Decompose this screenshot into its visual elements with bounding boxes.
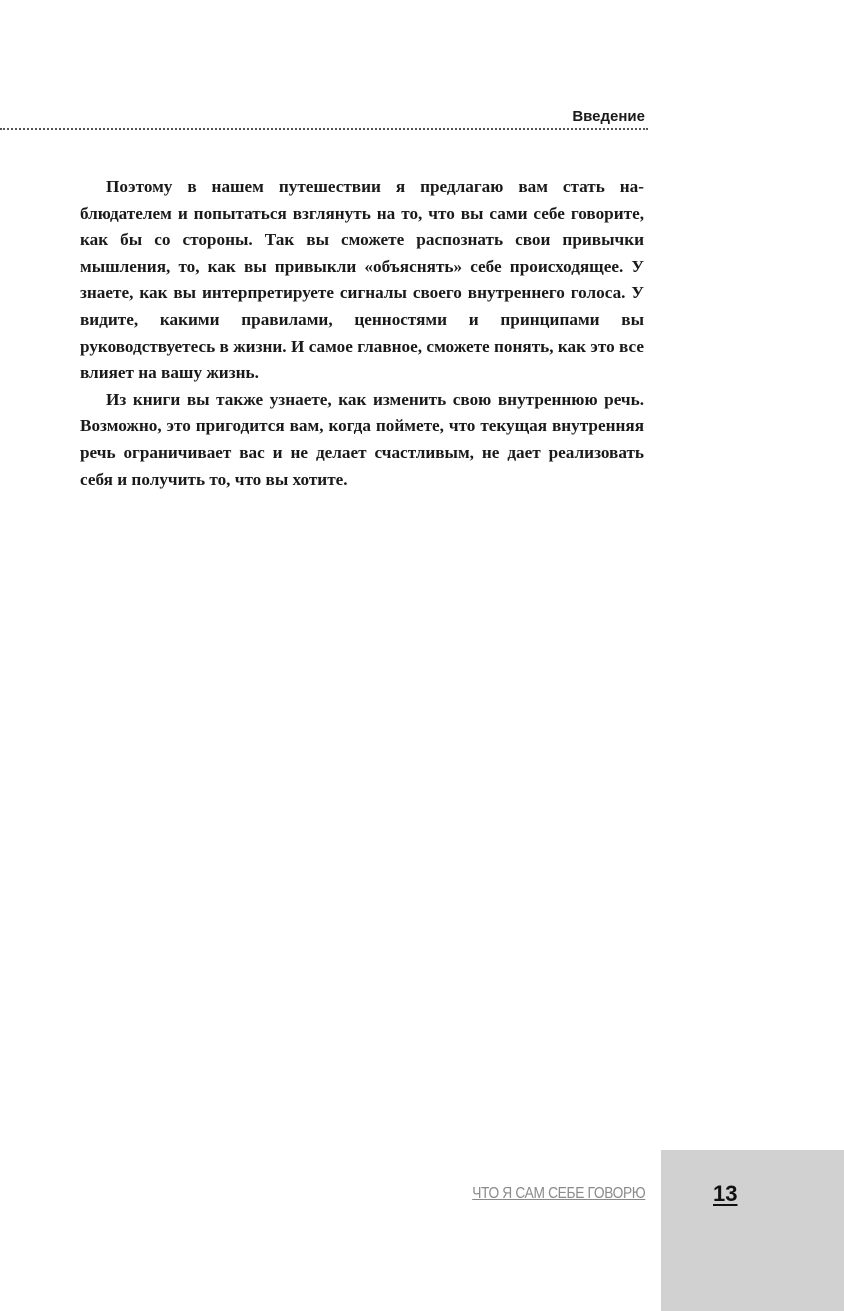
page-number-tab [661,1150,844,1311]
header-dotted-rule [0,128,648,130]
running-footer-book-title: ЧТО Я САМ СЕБЕ ГОВОРЮ [471,1185,645,1202]
running-header-title: Введение [572,108,645,125]
page-number: 13 [713,1181,738,1206]
main-text-block [80,174,644,493]
paragraph: Из книги вы также узнаете, как изменить свою внутреннюю речь. Возможно, это пригодится вам, когда поймете, что текущая внутренняя речь ограничивает вас и не делает счастливым, не дает реализовать себя и получить то, что вы хотите. [80,389,644,489]
paragraph: Поэтому в нашем путешествии я предлагаю вам стать наблюдателем и попытаться взглянуть на то, что вы сами себе говорите, как бы со стороны. Так вы сможете распознать свои привычки мышления, то, как вы привыкли «объяснять» себе происходящее. У знаете, как вы интерпретируете сигналы своего внутреннего голоса. У видите, какими правилами, ценностями и принципами вы руководствуетесь в жизни. И самое главное, сможете понять, как это все влияет на вашу жизнь. [80,177,644,383]
